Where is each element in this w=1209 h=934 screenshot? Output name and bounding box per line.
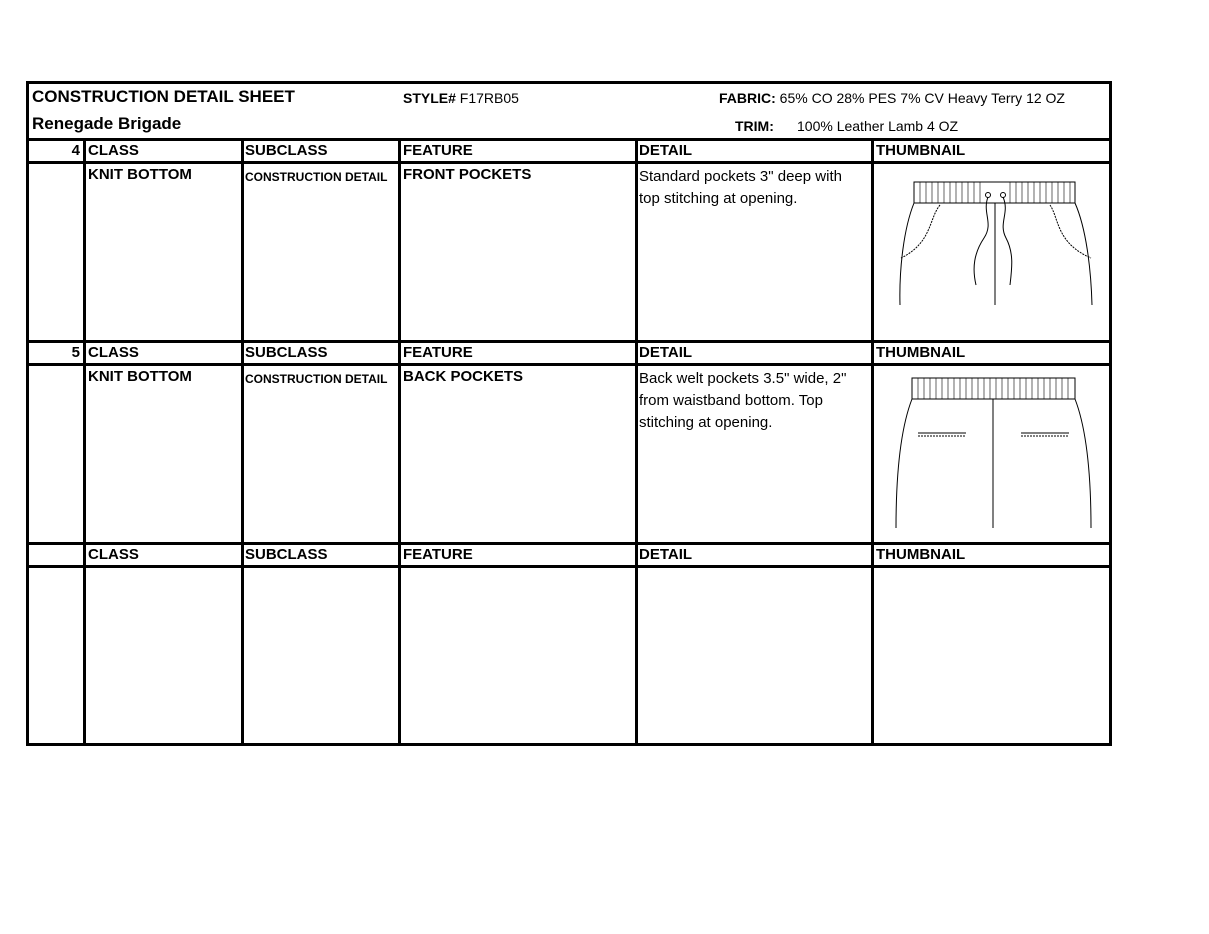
col-header-class: CLASS <box>88 142 139 159</box>
row-number: 4 <box>71 142 80 159</box>
border-top <box>26 81 1112 84</box>
fabric-label: FABRIC: <box>719 90 776 106</box>
fabric-value: 65% CO 28% PES 7% CV Heavy Terry 12 OZ <box>779 90 1065 106</box>
col-header-feature: FEATURE <box>403 344 473 361</box>
col-header-detail: DETAIL <box>639 142 693 159</box>
border-bottom <box>26 743 1112 746</box>
row-detail: Standard pockets 3" deep with top stitching at opening. <box>639 168 842 207</box>
construction-detail-sheet <box>26 81 1112 746</box>
trim-value: 100% Leather Lamb 4 OZ <box>797 118 959 134</box>
col-divider <box>871 138 874 746</box>
row-class: KNIT BOTTOM <box>88 166 192 183</box>
col-header-feature: FEATURE <box>403 546 473 563</box>
col-header-detail: DETAIL <box>639 344 693 361</box>
style-value: F17RB05 <box>459 90 519 106</box>
row-detail: Back welt pockets 3.5" wide, 2" from waistband bottom. Top stitching at opening. <box>639 370 847 431</box>
col-header-thumbnail: THUMBNAIL <box>876 142 966 159</box>
col-divider <box>241 138 244 746</box>
style-field <box>403 89 519 107</box>
col-header-thumbnail: THUMBNAIL <box>876 546 966 563</box>
col-divider <box>83 138 86 746</box>
col-header-subclass: SUBCLASS <box>245 344 328 361</box>
trim-label: TRIM: <box>735 118 774 134</box>
style-label: STYLE# <box>403 90 456 106</box>
rule <box>26 138 1112 141</box>
col-header-class: CLASS <box>88 546 139 563</box>
brand-name: Renegade Brigade <box>32 114 182 133</box>
rule <box>26 565 1112 568</box>
row-number: 5 <box>71 344 80 361</box>
row-feature: FRONT POCKETS <box>403 166 532 183</box>
col-header-thumbnail: THUMBNAIL <box>876 344 966 361</box>
col-header-subclass: SUBCLASS <box>245 142 328 159</box>
row-class: KNIT BOTTOM <box>88 368 192 385</box>
row-subclass: CONSTRUCTION DETAIL <box>245 372 388 386</box>
border-right <box>1109 81 1112 746</box>
rule <box>26 340 1112 343</box>
pants-front-sketch-icon <box>894 178 1098 308</box>
col-divider <box>635 138 638 746</box>
fabric-field <box>719 89 1065 107</box>
col-header-subclass: SUBCLASS <box>245 546 328 563</box>
col-header-detail: DETAIL <box>639 546 693 563</box>
pants-back-sketch-icon <box>892 375 1096 531</box>
col-divider <box>398 138 401 746</box>
border-left <box>26 81 29 746</box>
row-feature: BACK POCKETS <box>403 368 524 385</box>
rule <box>26 161 1112 164</box>
row-subclass: CONSTRUCTION DETAIL <box>245 170 388 184</box>
col-header-class: CLASS <box>88 344 139 361</box>
sheet-title: CONSTRUCTION DETAIL SHEET <box>32 87 295 106</box>
col-header-feature: FEATURE <box>403 142 473 159</box>
rule <box>26 542 1112 545</box>
rule <box>26 363 1112 366</box>
